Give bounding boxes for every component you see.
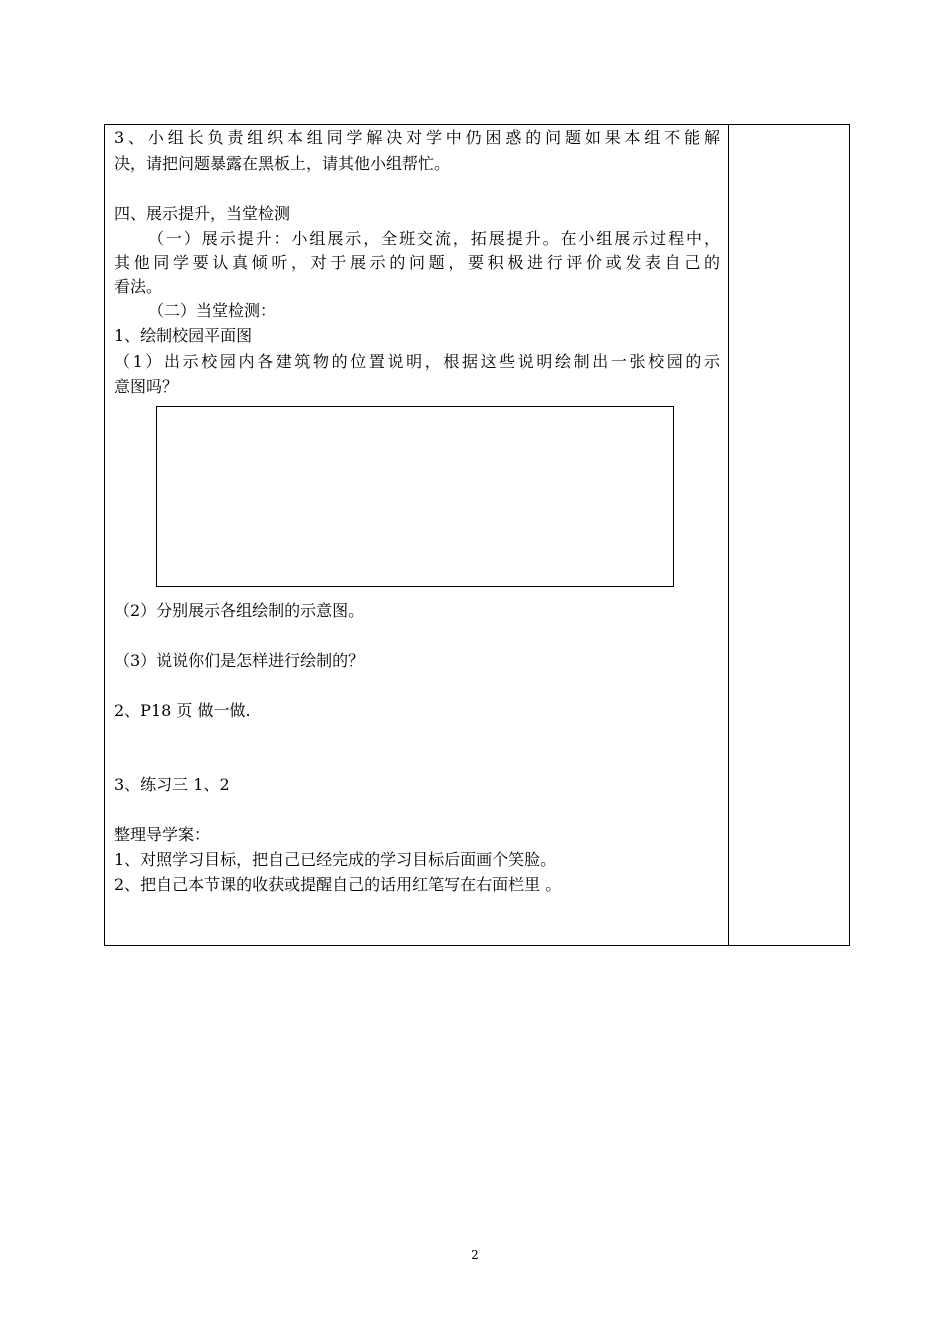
text-line-step-3: 3、小组长负责组织本组同学解决对学中仍困惑的问题如果本组不能解: [114, 128, 720, 147]
task-1-item-2: （2）分别展示各组绘制的示意图。: [114, 601, 365, 620]
task-1-item-1-cont: 意图吗？: [114, 377, 179, 396]
text-line-show-1: （一）展示提升：小组展示，全班交流，拓展提升。在小组展示过程中，: [148, 229, 720, 248]
wrap-up-item-2: 2、把自己本节课的收获或提醒自己的话用红笔写在右面栏里 。: [114, 875, 562, 894]
drawing-area-box: [156, 406, 674, 587]
text-line-step-3-cont: 决，请把问题暴露在黑板上，请其他小组帮忙。: [114, 154, 451, 173]
task-1-item-3: （3）说说你们是怎样进行绘制的？: [114, 651, 365, 670]
lesson-table: [104, 124, 850, 946]
wrap-up-item-1: 1、对照学习目标，把自己已经完成的学习目标后面画个笑脸。: [114, 850, 557, 869]
notes-column-cell: [729, 125, 849, 945]
page-number: 2: [471, 1248, 479, 1262]
main-content-cell: [105, 125, 728, 945]
text-line-show-3: 看法。: [114, 277, 163, 296]
text-line-show-2: 其他同学要认真倾听，对于展示的问题，要积极进行评价或发表自己的: [114, 253, 720, 272]
task-2: 2、P18 页 做一做.: [114, 701, 251, 720]
subsection-heading-check: （二）当堂检测：: [148, 301, 277, 320]
task-3: 3、练习三 1、2: [114, 775, 230, 794]
task-1-item-1: （1）出示校园内各建筑物的位置说明，根据这些说明绘制出一张校园的示: [114, 352, 720, 371]
task-1-heading: 1、绘制校园平面图: [114, 326, 253, 345]
wrap-up-heading: 整理导学案：: [114, 825, 211, 844]
section-heading-4: 四、展示提升，当堂检测: [114, 204, 291, 223]
